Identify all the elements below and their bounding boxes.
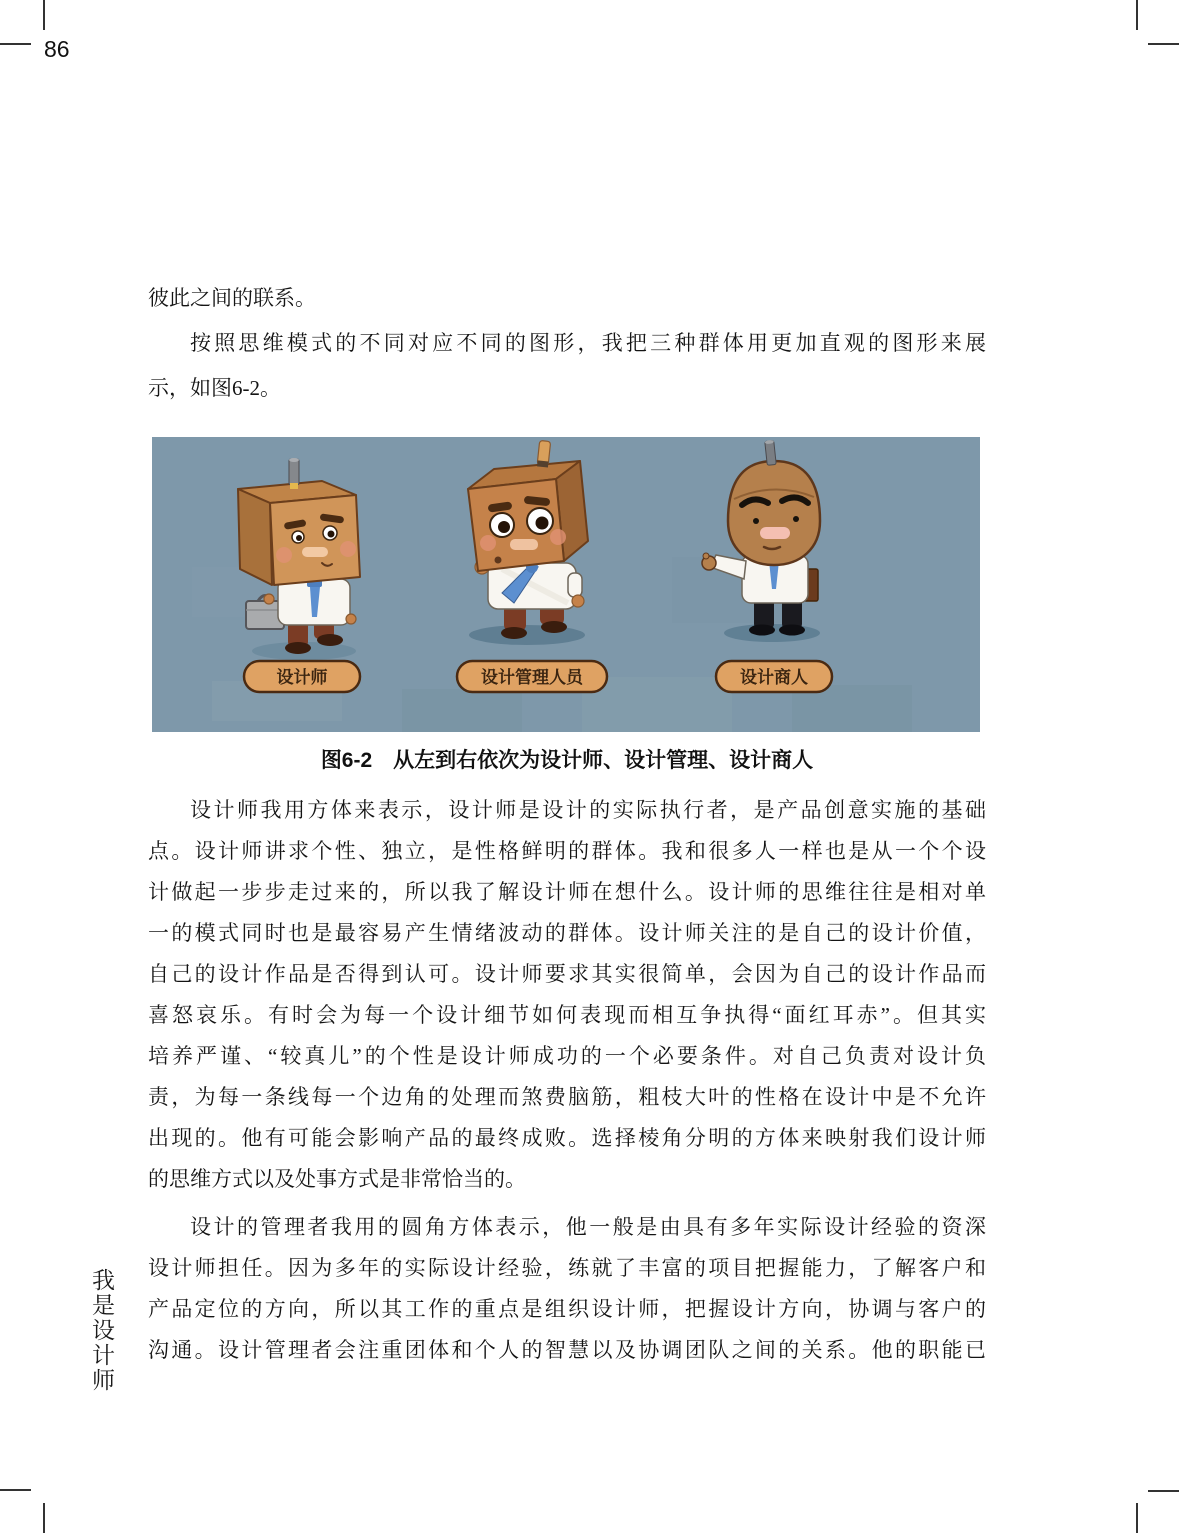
pill-label: 设计商人 — [740, 668, 808, 687]
text-line: 自己的设计作品是否得到认可。设计师要求其实很简单，会因为自己的设计作品而 — [148, 962, 986, 986]
shadow — [469, 625, 585, 645]
crop-mark — [1148, 43, 1179, 45]
figure-caption: 图6-2 从左到右依次为设计师、设计管理、设计商人 — [320, 749, 814, 772]
crop-mark — [0, 1489, 31, 1491]
crop-mark — [1148, 1490, 1179, 1492]
text-line: 出现的。他有可能会影响产品的最终成败。选择棱角分明的方体来映射我们设计师 — [148, 1126, 986, 1150]
text-line: 按照思维模式的不同对应不同的图形，我把三种群体用更加直观的图形来展 — [190, 331, 986, 355]
label-pill-designer — [244, 661, 360, 692]
figure-illustration — [152, 437, 980, 732]
designer-paragraph — [148, 790, 986, 1200]
manager-paragraph — [148, 1207, 986, 1371]
label-pill-manager — [457, 661, 607, 692]
spine-title: 我是设计师 — [89, 1268, 115, 1393]
text-line: 的思维方式以及处事方式是非常恰当的。 — [148, 1167, 526, 1191]
text-line: 责，为每一条线每一个边角的处理而煞费脑筋，粗枝大叶的性格在设计中是不允许 — [148, 1085, 986, 1109]
text-line: 示，如图6-2。 — [148, 376, 281, 400]
pencil-icon — [537, 440, 551, 467]
pill-label: 设计管理人员 — [481, 668, 583, 687]
crop-mark — [0, 43, 31, 45]
text-line: 沟通。设计管理者会注重团体和个人的智慧以及协调团队之间的关系。他的职能已 — [148, 1338, 986, 1362]
figure-6-2 — [152, 437, 980, 732]
pencil-icon — [289, 458, 299, 489]
text-line: 点。设计师讲求个性、独立，是性格鲜明的群体。我和很多人一样也是从一个个设 — [148, 839, 986, 863]
text-line: 设计的管理者我用的圆角方体表示，他一般是由具有多年实际设计经验的资深 — [190, 1215, 986, 1239]
page-number: 86 — [44, 36, 70, 62]
text-line: 喜怒哀乐。有时会为每一个设计细节如何表现而相互争执得“面红耳赤”。但其实 — [148, 1003, 986, 1027]
pill-label: 设计师 — [276, 668, 328, 687]
label-pill-businessman — [716, 661, 832, 692]
text-line: 产品定位的方向，所以其工作的重点是组织设计师，把握设计方向，协调与客户的 — [148, 1297, 986, 1321]
text-line: 计做起一步步走过来的，所以我了解设计师在想什么。设计师的思维往往是相对单 — [148, 880, 986, 904]
intro-paragraph — [148, 276, 986, 411]
crop-mark — [43, 1503, 45, 1533]
text-line: 彼此之间的联系。 — [148, 286, 316, 310]
crop-mark — [1136, 0, 1138, 30]
text-line: 一的模式同时也是最容易产生情绪波动的群体。设计师关注的是自己的设计价值， — [148, 921, 986, 945]
text-line: 培养严谨、“较真儿”的个性是设计师成功的一个必要条件。对自己负责对设计负 — [148, 1044, 986, 1068]
crop-mark — [43, 0, 45, 30]
crop-mark — [1136, 1503, 1138, 1533]
text-line: 设计师我用方体来表示，设计师是设计的实际执行者，是产品创意实施的基础 — [190, 798, 986, 822]
pencil-icon — [765, 440, 777, 466]
text-line: 设计师担任。因为多年的实际设计经验，练就了丰富的项目把握能力，了解客户和 — [148, 1256, 986, 1280]
